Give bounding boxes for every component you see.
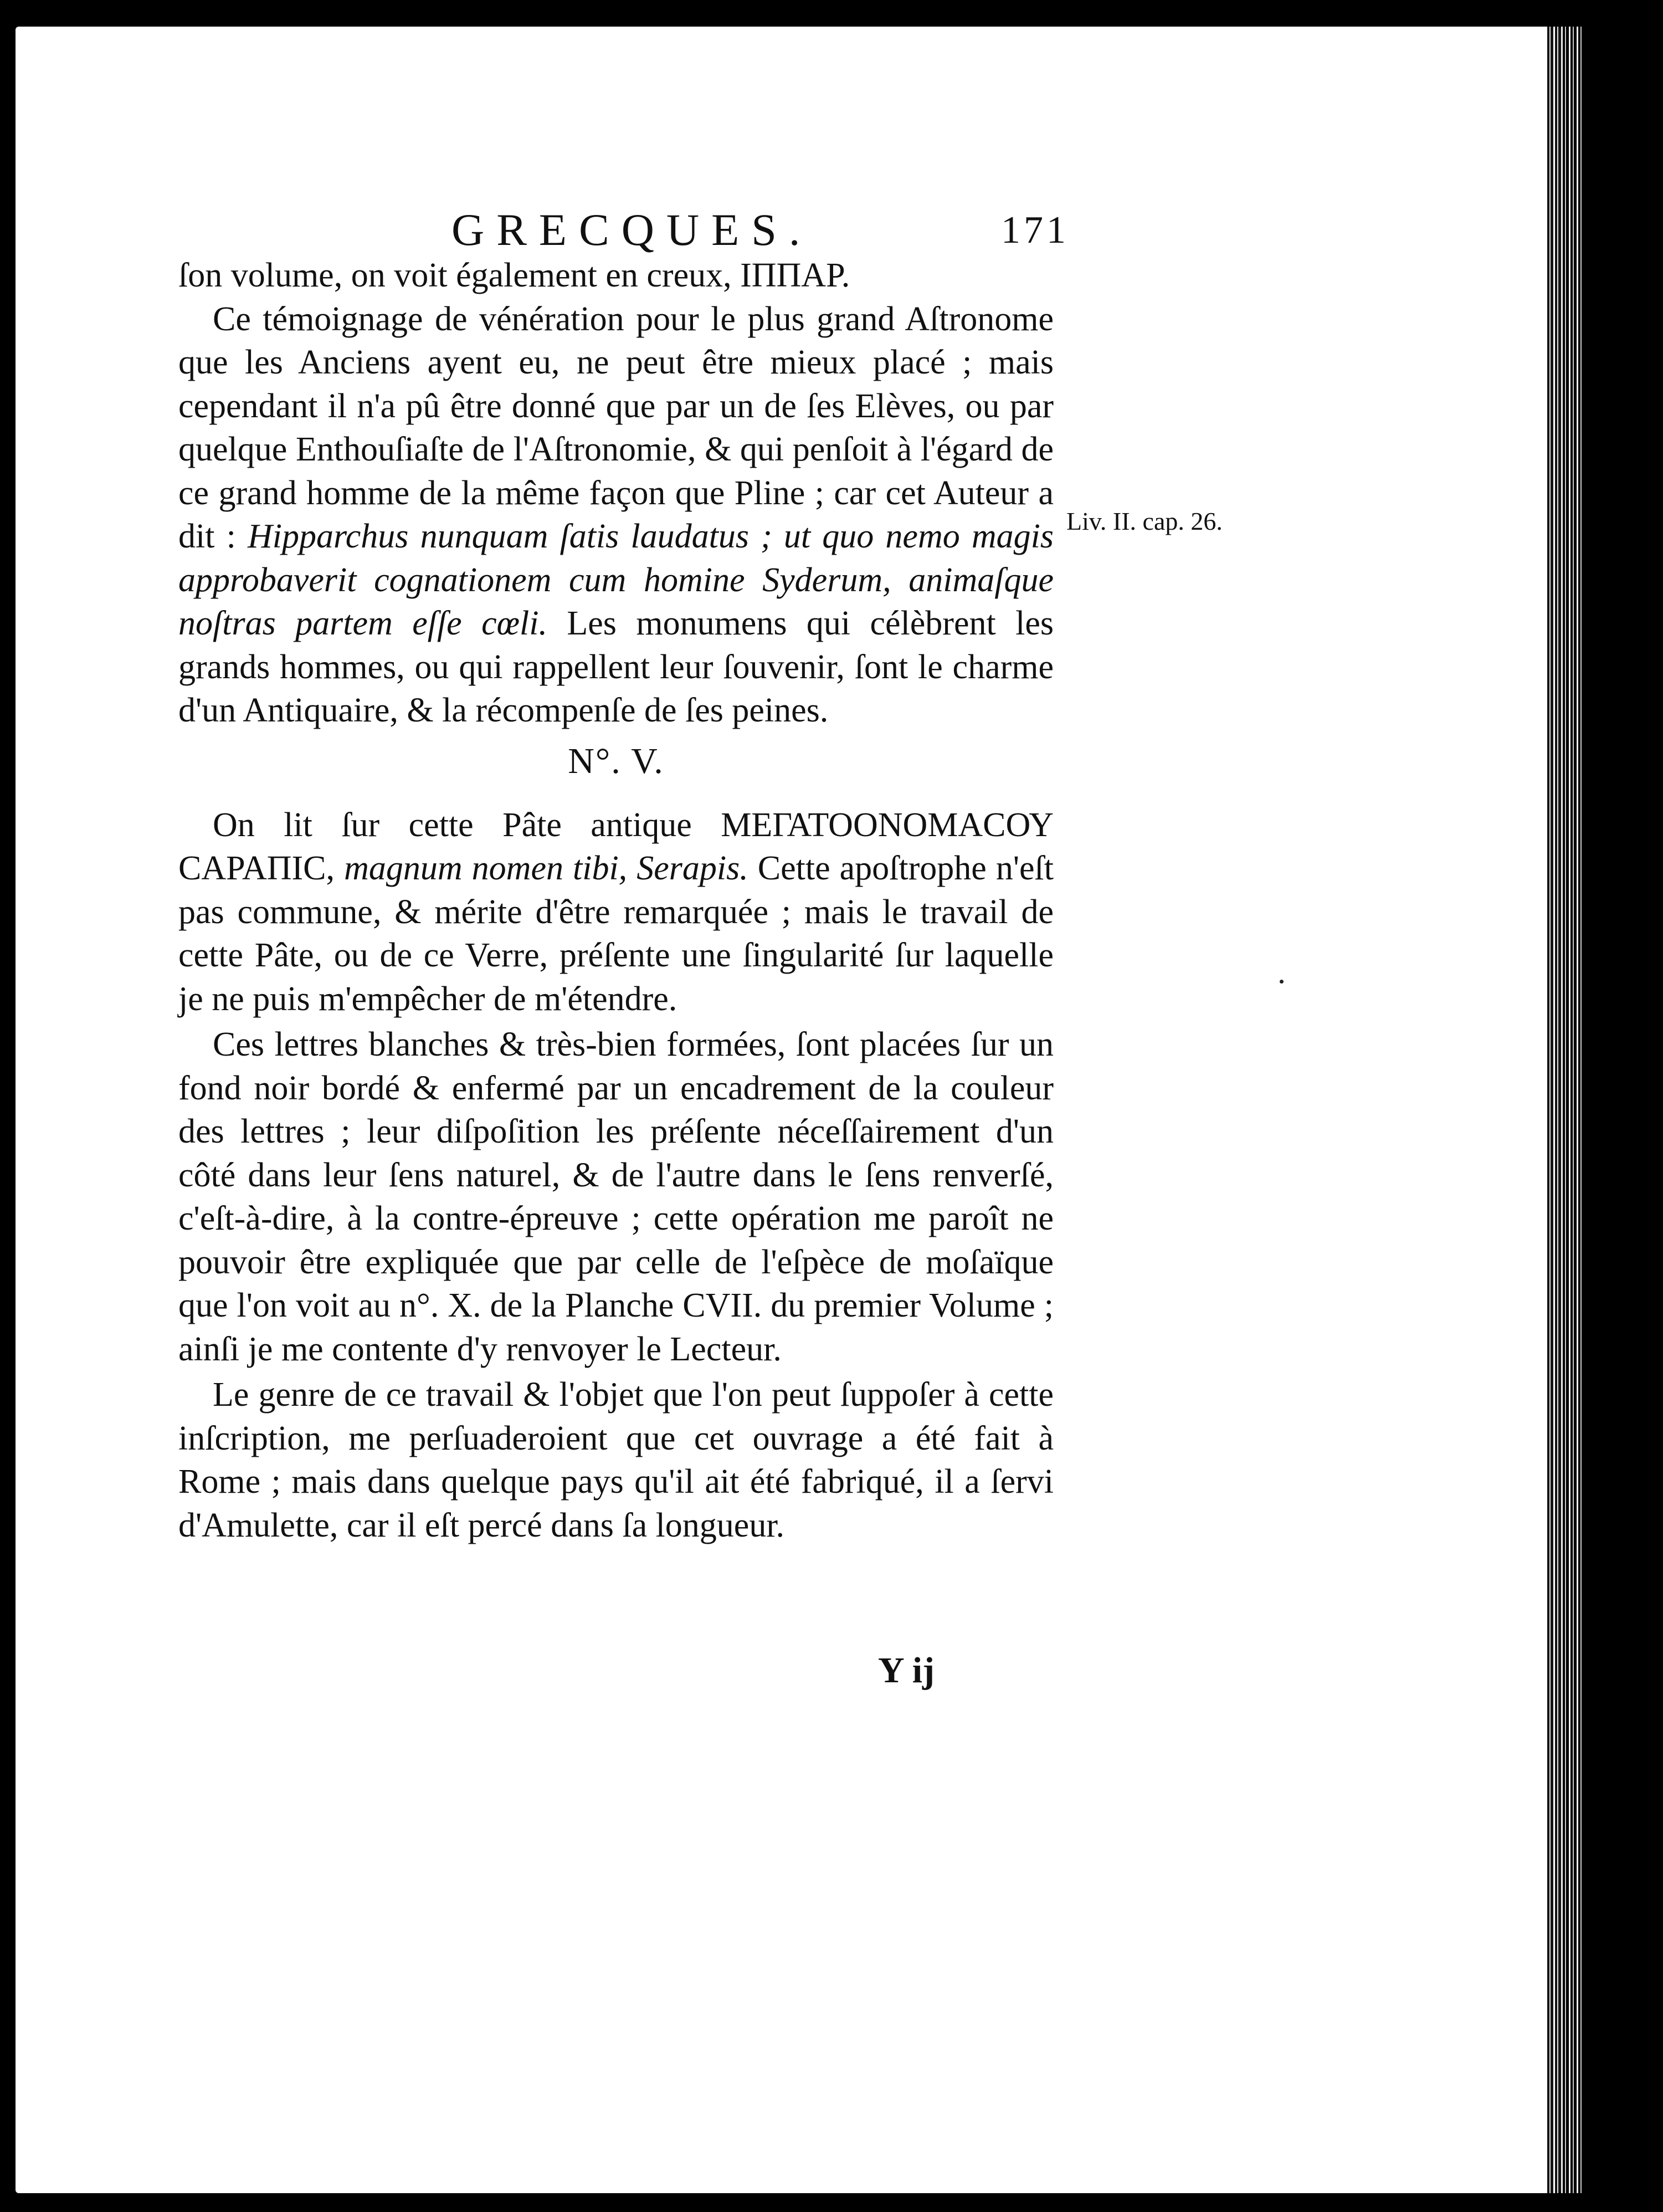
page-number: 171 [1001,209,1069,252]
margin-note: Liv. II. cap. 26. [1066,507,1223,535]
paragraph-text: On lit ſur cette Pâte antique ΜΕΓΑΤΟΟΝΟΜΑCΟΥ CΑΡΑΠΙC, [178,806,1054,887]
paragraph-text: Cette apoſtrophe n'eſt pas commune, & mérite d'être remarquée ; mais le travail de cette Pâte, ou de ce Verre, préſente une ſingularité ſur laquelle je ne puis m'empêcher de m'étendre. [178,849,1054,1018]
scan-border [1584,27,1663,2193]
paragraph-amulet: Le genre de ce travail & l'objet que l'on peut ſuppoſer à cette inſcription, me perſuaderoient que cet ouvrage a été fait à Rome ; mais dans quelque pays qu'il ait été fabriqué, il a ſervi d'Amulette, car il eſt percé dans ſa longueur. [178,1376,1054,1544]
section-heading: N°. V. [568,740,664,781]
main-text [178,254,1054,1547]
page-header [227,199,1069,260]
paragraph-continuation: ſon volume, on voit également en creux, ΙΠΠΑΡ. [178,257,850,294]
running-title: GRECQUES. [451,204,813,255]
latin-translation: magnum nomen tibi, Serapis. [344,849,748,887]
paragraph-letters: Ces lettres blanches & très-bien formées, ſont placées ſur un fond noir bordé & enfermé par un encadrement de la couleur des lettres ; leur diſpoſition les préſente néceſſairement d'un côté dans leur ſens naturel, & de l'autre dans le ſens renverſé, c'eſt-à-dire, à la contre-épreuve ; cette opération me paroît ne pouvoir être expliquée que par celle de l'eſpèce de moſaïque que l'on voit au n°. X. de la Planche CVII. du premier Volume ; ainſi je me contente d'y renvoyer le Lecteur. [178,1026,1054,1368]
signature-mark: Y ij [878,1650,935,1691]
ink-speck [1280,980,1284,984]
paragraph-text: Les monumens qui célèbrent les grands hommes, ou qui rappellent leur ſouvenir, ſont le charme d'un Antiquaire, & la récompenſe de ſes peines. [178,605,1054,729]
latin-quotation: Hipparchus nunquam ſatis laudatus ; ut quo nemo magis approbaverit cognationem cum homine Syderum, animaſque noſtras partem eſſe cœli. [178,518,1054,642]
paragraph-hipparchus [178,298,1054,733]
paragraph-text: Ce témoignage de vénération pour le plus grand Aſtronome que les Anciens ayent eu, ne peut être mieux placé ; mais cependant il n'a pû être donné que par un de ſes Elèves, ou par quelque Enthouſiaſte de l'Aſtronomie, & qui penſoit à l'égard de ce grand homme de la même façon que Pline ; car cet Auteur a dit : [178,300,1054,555]
paragraph-inscription [178,803,1054,1021]
